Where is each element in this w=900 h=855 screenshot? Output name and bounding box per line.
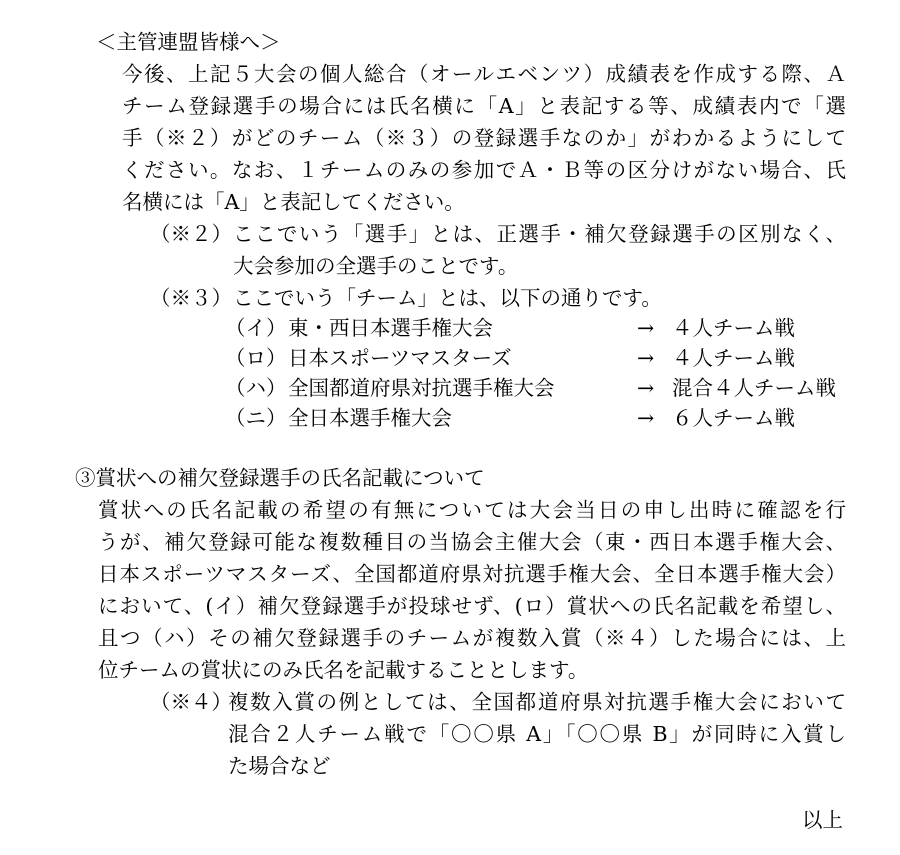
paragraph-line: ください。なお、１チームのみの参加でＡ・Ｂ等の区分けがない場合、氏	[122, 158, 846, 182]
team-name: 日本スポーツマスターズ	[288, 346, 512, 370]
note-text: た場合など	[228, 754, 331, 778]
arrow-icon: →	[637, 316, 655, 340]
note-text: 混合２人チーム戦で「〇〇県 A」「〇〇県 B」が同時に入賞し	[228, 722, 846, 746]
team-mark: （ニ）	[225, 406, 287, 430]
arrow-icon: →	[637, 406, 655, 430]
note-text: 複数入賞の例としては、全国都道府県対抗選手権大会において	[228, 690, 846, 714]
team-name: 東・西日本選手権大会	[288, 316, 493, 340]
section-heading-federations: ＜主管連盟皆様へ＞	[96, 30, 281, 54]
paragraph-line: 手（※２）がどのチーム（※３）の登録選手なのか」がわかるようにして	[122, 126, 846, 150]
team-mark: （ロ）	[225, 346, 287, 370]
paragraph-line: チーム登録選手の場合には氏名横に「A」と表記する等、成績表内で「選	[122, 94, 846, 118]
paragraph-line: 今後、上記５大会の個人総合（オールエベンツ）成績表を作成する際、Ａ	[122, 62, 846, 86]
closing-mark: 以上	[802, 808, 843, 832]
paragraph-line: 賞状への氏名記載の希望の有無については大会当日の申し出時に確認を行	[98, 498, 846, 522]
team-type: ６人チーム戦	[672, 406, 795, 430]
note-label: （※２）	[150, 222, 232, 246]
paragraph-line: 名横には「A」と表記してください。	[122, 190, 465, 214]
note-text: 大会参加の全選手のことです。	[233, 254, 519, 278]
team-mark: （ハ）	[225, 376, 287, 400]
team-name: 全日本選手権大会	[288, 406, 452, 430]
team-type: ４人チーム戦	[672, 346, 795, 370]
paragraph-line: 位チームの賞状にのみ氏名を記載することとします。	[98, 658, 589, 682]
paragraph-line: うが、補欠登録可能な複数種目の当協会主催大会（東・西日本選手権大会、	[98, 530, 846, 554]
paragraph-line: 日本スポーツマスターズ、全国都道府県対抗選手権大会、全日本選手権大会）	[98, 562, 846, 586]
paragraph-line: 且つ（ハ）その補欠登録選手のチームが複数入賞（※４）した場合には、上	[98, 626, 846, 650]
note-text: ここでいう「選手」とは、正選手・補欠登録選手の区別なく、	[233, 222, 846, 246]
team-name: 全国都道府県対抗選手権大会	[288, 376, 555, 400]
team-type: 混合４人チーム戦	[672, 376, 836, 400]
section-heading-award: ③賞状への補欠登録選手の氏名記載について	[75, 466, 485, 490]
team-type: ４人チーム戦	[672, 316, 795, 340]
arrow-icon: →	[637, 346, 655, 370]
note-label: （※３）	[150, 286, 232, 310]
note-text: ここでいう「チーム」とは、以下の通りです。	[233, 286, 662, 310]
paragraph-line: において、(イ）補欠登録選手が投球せず、(ロ）賞状への氏名記載を希望し、	[98, 594, 846, 618]
note-label: （※４）	[150, 690, 232, 714]
team-mark: （イ）	[225, 316, 287, 340]
arrow-icon: →	[637, 376, 655, 400]
